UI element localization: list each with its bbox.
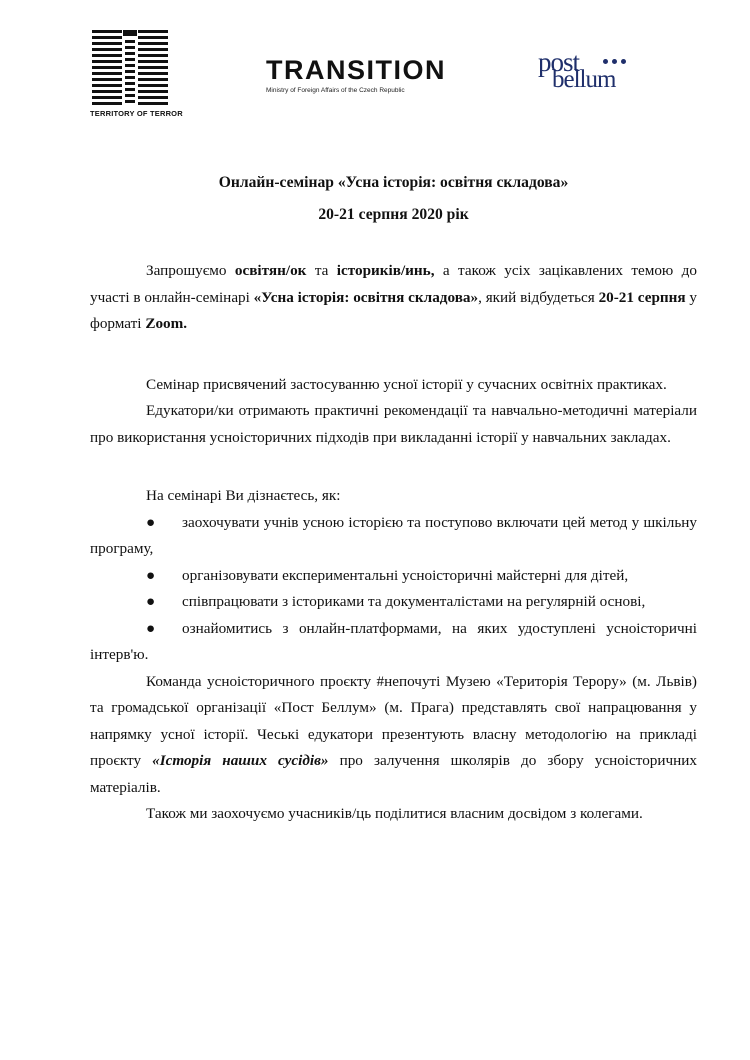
list-item: ● заохочувати учнів усною історією та поступово включати цей метод у шкільну програму, — [90, 510, 697, 563]
intro-paragraph: Запрошуємо освітян/ок та істориків/инь, а також усіх зацікавлених темою до участі в онлайн-семінарі «Усна історія: освітня складова», який відбудеться 20-21 серпня у форматі Zoom. — [90, 262, 698, 332]
bullet-icon: ● — [146, 513, 156, 531]
transition-subtitle: Ministry of Foreign Affairs of the Czech Republic — [266, 87, 405, 94]
transition-logo — [266, 56, 446, 94]
seminar-paragraph: Семінар присвячений застосуванню усної історії у сучасних освітніх практиках. — [146, 375, 667, 393]
learn-intro: На семінарі Ви дізнаєтесь, як: — [146, 487, 341, 504]
bullet-icon: ● — [146, 566, 156, 584]
document-date: 20-21 серпня 2020 рік — [318, 206, 469, 223]
transition-wordmark: TRANSITION — [266, 55, 446, 85]
post-bellum-post-text: post — [538, 47, 580, 77]
document-title: Онлайн-семінар «Усна історія: освітня складова» — [218, 174, 569, 191]
document-body — [90, 172, 697, 828]
team-paragraph: Команда усноісторичного проєкту #непочуті Музею «Територія Терору» (м. Львів) та громадської організації «Пост Беллум» (м. Прага) представлять свої напрацювання у напрямку усної історії. Чеські едукатори презентують власну методологію на прикладі проєкту «Історія наших сусідів» про залучення школярів до збору усноісторичних матеріалів. — [90, 672, 697, 796]
bullet-icon: ● — [146, 619, 156, 637]
territory-of-terror-emblem-icon — [92, 30, 168, 106]
post-bellum-logo — [538, 48, 648, 98]
post-bellum-bellum-text: bellum — [552, 66, 616, 93]
list-item: ● співпрацювати з істориками та документалістами на регулярній основі, — [90, 589, 697, 616]
bullet-icon: ● — [146, 593, 156, 610]
territory-of-terror-logo — [90, 30, 183, 118]
closing-paragraph: Також ми заохочуємо учасників/ць поділитися власним досвідом з колегами. — [146, 805, 643, 822]
territory-of-terror-caption: TERRITORY OF TERROR — [90, 109, 183, 118]
list-item: ● ознайомитись з онлайн-платформами, на яких удоступлені усноісторичні інтерв'ю. — [90, 616, 697, 669]
educators-paragraph: Едукатори/ки отримають практичні рекомендації та навчально-методичні матеріали про використання усноісторичних підходів при викладанні історії у навчальних закладах. — [90, 402, 697, 446]
list-item: ● організовувати експериментальні усноісторичні майстерні для дітей, — [90, 563, 697, 590]
